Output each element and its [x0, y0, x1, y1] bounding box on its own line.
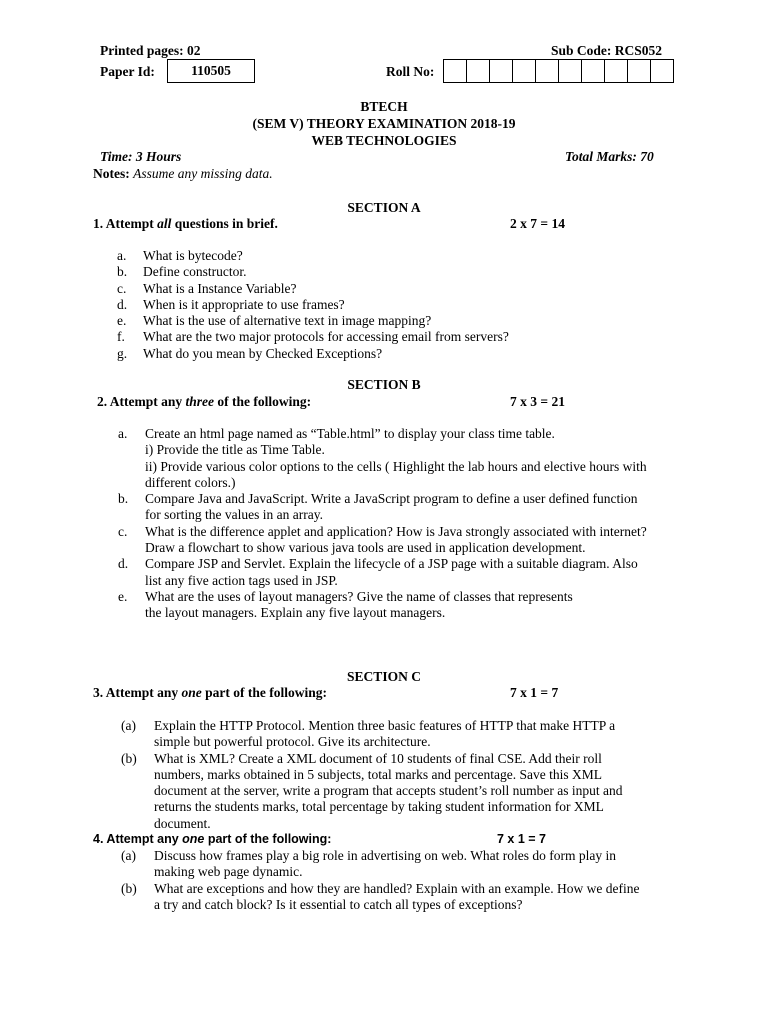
q1-heading: 1. Attempt all questions in brief.: [93, 216, 278, 231]
q4-heading: 4. Attempt any one part of the following:: [93, 832, 332, 846]
item-line: the layout managers. Explain any five layout managers.: [145, 605, 446, 621]
printed-pages: Printed pages: 02: [100, 43, 201, 58]
item-marker: b.: [118, 491, 129, 507]
section-b-list: [118, 426, 718, 622]
section-a-title: SECTION A: [347, 200, 421, 215]
total-marks: Total Marks: 70: [565, 149, 654, 164]
item-text: What is bytecode?: [143, 248, 243, 263]
q4-item: [121, 881, 711, 914]
item-line: Draw a flowchart to show various java tools are used in application development.: [145, 540, 586, 556]
item-marker: (a): [121, 848, 136, 863]
notes: [93, 166, 273, 182]
item-marker: e.: [117, 313, 127, 329]
item-line: list any five action tags used in JSP.: [145, 572, 338, 588]
item-marker: d.: [118, 556, 129, 572]
item-line: document at the server, write a program that accepts student’s roll number as input and: [154, 783, 623, 799]
section-a-item: [117, 248, 717, 264]
item-marker: c.: [118, 523, 128, 539]
item-line: What is XML? Create a XML document of 10 students of final CSE. Add their roll: [154, 750, 602, 766]
section-b-title: SECTION B: [347, 377, 421, 392]
q2-heading: 2. Attempt any three of the following:: [97, 394, 312, 409]
item-line: document.: [154, 815, 211, 831]
item-line: What are exceptions and how they are handled? Explain with an example. How we define: [154, 880, 640, 896]
item-line: i) Provide the title as Time Table.: [145, 442, 325, 458]
item-line: returns the students marks, total percentage by taking student information for XML: [154, 799, 604, 815]
notes-label: Notes:: [93, 166, 130, 181]
item-line: simple but powerful protocol. Give its architecture.: [154, 734, 431, 750]
item-line: Compare JSP and Servlet. Explain the lifecycle of a JSP page with a suitable diagram. Also: [145, 556, 638, 572]
item-marker: (a): [121, 718, 136, 733]
item-line: Create an html page named as “Table.html” to display your class time table.: [145, 426, 555, 441]
item-line: different colors.): [145, 474, 236, 490]
sub-code: Sub Code: RCS052: [551, 43, 663, 58]
q4-list: [121, 848, 711, 913]
item-marker: a.: [118, 426, 128, 441]
roll-no-boxes: [443, 59, 674, 83]
item-text: When is it appropriate to use frames?: [143, 296, 345, 312]
exam-time: Time: 3 Hours: [100, 149, 182, 164]
exam-subject: WEB TECHNOLOGIES: [311, 133, 457, 148]
q1-marks: 2 x 7 = 14: [510, 216, 565, 231]
item-marker: (b): [121, 750, 137, 766]
item-marker: b.: [117, 264, 128, 280]
exam-line-2: (SEM V) THEORY EXAMINATION 2018-19: [252, 116, 516, 131]
q3-heading: 3. Attempt any one part of the following:: [93, 685, 327, 700]
q4-item: [121, 848, 711, 881]
item-line: making web page dynamic.: [154, 864, 303, 880]
section-a-item: [117, 297, 717, 313]
item-line: a try and catch block? Is it essential to catch all types of exceptions?: [154, 896, 523, 912]
paper-id-value: 110505: [191, 63, 231, 78]
item-text: What is the use of alternative text in image mapping?: [143, 313, 432, 329]
section-b-item: [118, 491, 718, 524]
item-marker: g.: [117, 345, 128, 361]
item-marker: a.: [117, 248, 127, 263]
item-text: What is a Instance Variable?: [143, 280, 297, 296]
section-a-item: [117, 329, 717, 345]
item-marker: (b): [121, 880, 137, 896]
item-marker: d.: [117, 296, 128, 312]
section-a-list: [117, 248, 717, 362]
section-a-item: [117, 264, 717, 280]
item-line: ii) Provide various color options to the cells ( Highlight the lab hours and elective hours with: [145, 458, 647, 474]
item-line: Compare Java and JavaScript. Write a JavaScript program to define a user defined function: [145, 491, 638, 507]
section-a-item: [117, 313, 717, 329]
item-line: for sorting the values in an array.: [145, 507, 323, 523]
section-a-item: [117, 346, 717, 362]
item-line: numbers, marks obtained in 5 subjects, total marks and percentage. Save this XML: [154, 766, 603, 782]
roll-no-label: Roll No:: [386, 64, 435, 79]
section-a-item: [117, 281, 717, 297]
section-b-item: [118, 556, 718, 589]
exam-line-1: BTECH: [360, 99, 408, 114]
paper-id-box: [167, 59, 255, 83]
item-line: Discuss how frames play a big role in advertising on web. What roles do form play in: [154, 848, 617, 863]
q2-marks: 7 x 3 = 21: [510, 394, 565, 409]
q3-marks: 7 x 1 = 7: [510, 685, 559, 700]
item-text: Define constructor.: [143, 264, 247, 280]
item-marker: c.: [117, 280, 127, 296]
item-line: What are the uses of layout managers? Give the name of classes that represents: [145, 588, 573, 604]
section-b-item: [118, 426, 718, 491]
q4-marks: 7 x 1 = 7: [497, 832, 546, 846]
item-text: What are the two major protocols for accessing email from servers?: [143, 329, 509, 345]
notes-text: Assume any missing data.: [133, 166, 273, 181]
section-b-item: [118, 589, 718, 622]
item-marker: e.: [118, 588, 128, 604]
q3-item: [121, 751, 711, 832]
item-line: What is the difference applet and application? How is Java strongly associated with internet?: [145, 523, 647, 539]
q3-list: [121, 718, 711, 832]
paper-id-label: Paper Id:: [100, 64, 155, 79]
item-line: Explain the HTTP Protocol. Mention three basic features of HTTP that make HTTP a: [154, 718, 616, 733]
item-text: What do you mean by Checked Exceptions?: [143, 345, 383, 361]
section-c-title: SECTION C: [347, 669, 421, 684]
item-marker: f.: [117, 329, 125, 345]
section-b-item: [118, 524, 718, 557]
q3-item: [121, 718, 711, 751]
